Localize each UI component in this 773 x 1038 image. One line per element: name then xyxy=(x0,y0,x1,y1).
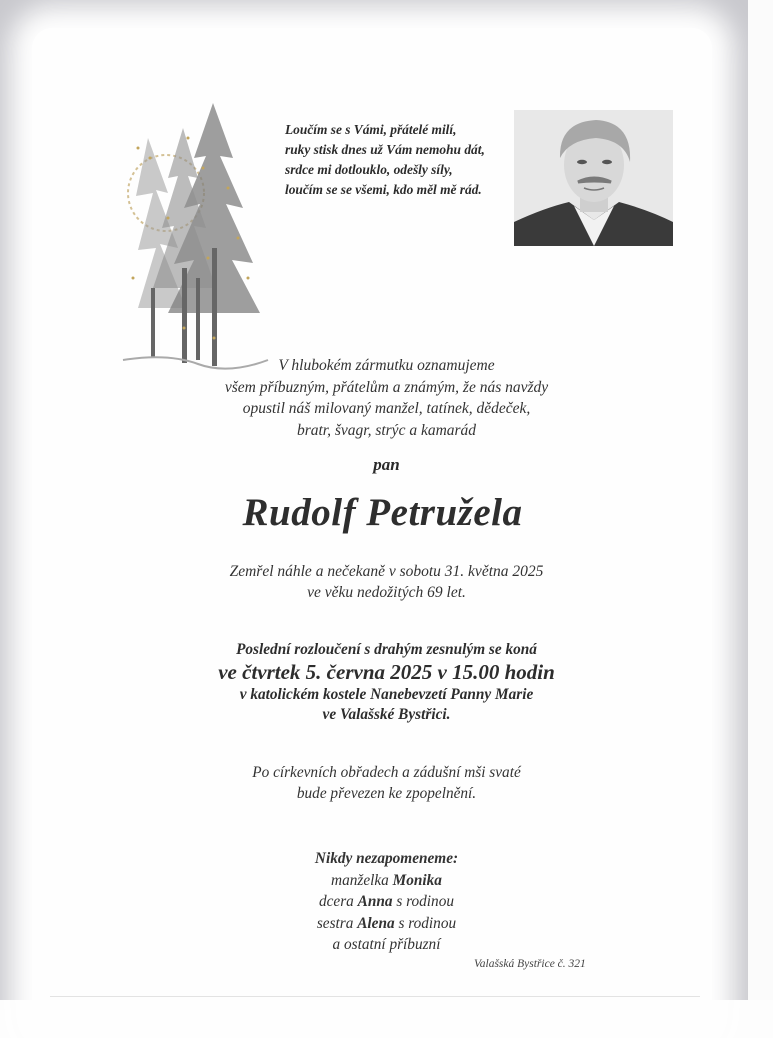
cremation-line: Po církevních obřadech a zádušní mši svaté xyxy=(252,764,521,781)
poem-line: loučím se se všemi, kdo měl mě rád. xyxy=(285,182,482,197)
announcement-line: V hlubokém zármutku oznamujeme xyxy=(278,357,495,374)
honorific: pan xyxy=(373,455,400,474)
funeral-town: ve Valašské Bystřici. xyxy=(322,706,451,723)
relation: manželka xyxy=(331,871,393,889)
mourner-entry xyxy=(0,913,773,935)
mourner-entry xyxy=(0,891,773,913)
mourners-heading: Nikdy nezapomeneme: xyxy=(314,850,459,867)
deceased-name: Rudolf Petružela xyxy=(242,491,523,534)
portrait-photo xyxy=(514,110,673,246)
funeral-place: v katolickém kostele Nanebevzetí Panny Marie xyxy=(239,686,534,703)
funeral-details xyxy=(0,640,773,725)
farewell-poem xyxy=(285,120,525,200)
death-line: ve věku nedožitých 69 let. xyxy=(307,584,466,601)
cremation-note xyxy=(0,762,773,804)
poem-line: Loučím se s Vámi, přátelé milí, xyxy=(285,122,457,137)
funeral-intro: Poslední rozloučení s drahým zesnulým se koná xyxy=(236,641,537,658)
death-line: Zemřel náhle a nečekaně v sobotu 31. května 2025 xyxy=(229,563,544,580)
mourner-name: Alena xyxy=(357,914,395,932)
mourners-list xyxy=(0,848,773,956)
relation: sestra xyxy=(316,914,358,932)
announcement-text xyxy=(0,355,773,441)
poem-line: ruky stisk dnes už Vám nemohu dát, xyxy=(285,142,485,157)
pine-trees-illustration xyxy=(108,98,283,378)
death-details xyxy=(0,561,773,603)
funeral-datetime: ve čtvrtek 5. června 2025 v 15.00 hodin xyxy=(218,660,555,684)
relation-suffix: s rodinou xyxy=(392,893,454,910)
mourner-name: Anna xyxy=(357,893,393,910)
announcement-line: všem příbuzným, přátelům a známým, že nás navždy xyxy=(224,378,549,396)
announcement-line: bratr, švagr, strýc a kamarád xyxy=(296,421,477,439)
cremation-line: bude převezen ke zpopelnění. xyxy=(296,785,477,802)
mourners-closing: a ostatní příbuzní xyxy=(332,936,441,953)
relation-suffix: s rodinou xyxy=(394,914,457,932)
scan-edge-line xyxy=(50,996,700,997)
mourner-name: Monika xyxy=(392,871,442,889)
relation: dcera xyxy=(318,893,358,910)
announcement-line: opustil náš milovaný manžel, tatínek, dědeček, xyxy=(242,400,531,417)
mourner-entry xyxy=(0,870,773,892)
poem-line: srdce mi dotlouklo, odešly síly, xyxy=(285,162,453,177)
family-address: Valašská Bystřice č. 321 xyxy=(474,958,586,970)
